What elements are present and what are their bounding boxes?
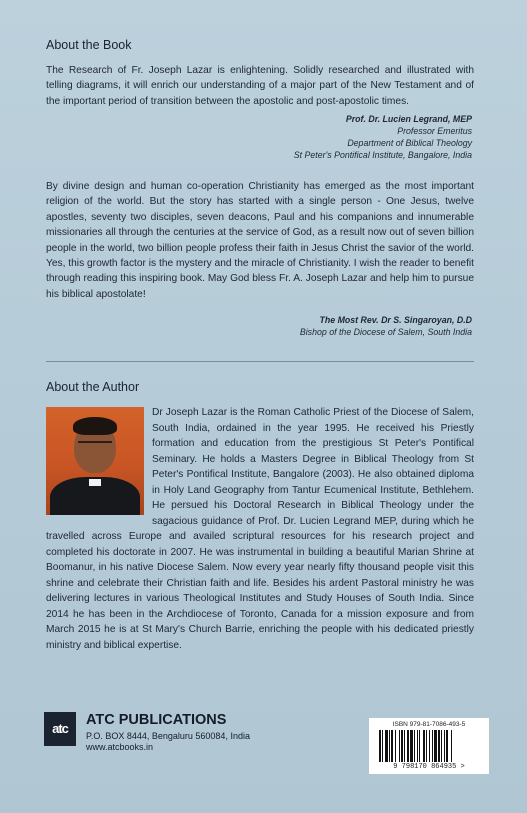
endorser-department: Department of Biblical Theology (347, 138, 472, 148)
publisher-block (44, 712, 294, 762)
about-book-paragraph-2: By divine design and human co-operation Christianity has emerged as the most important religion of the world. But the story has started with a single person - One Jesus, twelve apostles, seventy two disciples, seven deacons, Paul and his companions and innumerable missionaries all through the centuries at the service of God, as a result now out of seven billion people in the world, two billion people profess their faith in Jesus Christ the savior of the world. Yes, this growth factor is the mystery and the miracle of Christianity. I wish the reader to benefit through reading this inspiring book. May God bless Fr. A. Joseph Lazar and help him to pursue his biblical apostolate! (46, 181, 474, 300)
publisher-website: www.atcbooks.in (86, 742, 154, 752)
endorser-institute: St Peter's Pontifical Institute, Bangalore, India (293, 150, 472, 160)
endorser-name: Prof. Dr. Lucien Legrand, MEP (345, 114, 472, 124)
author-bio: Dr Joseph Lazar is the Roman Catholic Priest of the Diocese of Salem, South India, ordained in the year 1995. He received his Priestly formation and education from the prestigious St Peter's Pontifical Seminary. He holds a Masters Degree in Biblical Theology from St Peter's Pontifical Institute, Bangalore (2003). He also obtained diploma in Holy Land Geography from Tantur Ecumenical Institute, Bethlehem. He persued his Doctoral Research in Biblical Theology under the sagacious guidance of Prof. Dr. Lucien Legrand MEP, during which he travelled across Europe and availed scriptural resources for his research project and completed his doctorate in 2007. He was instrumental in building a beautiful Marian Shrine at Boomanur, in his native Diocese Salem. Now every year nearly fifty thousand people visit this shrine and celebrate their Christian faith and life. Besides his ardent Pastoral ministry he was delivering lectures in various Theological Institutes and Study Houses of South India. Since 2014 he has been in the Archdiocese of Toronto, Canada for a mission exposure and from March 2015 he is at St Mary's Church Barrie, enriching the people with his dedicated priestly ministry and biblical expertise. (46, 407, 474, 651)
publisher-name: ATC PUBLICATIONS (86, 712, 227, 728)
isbn-barcode (369, 718, 489, 774)
publisher-address: P.O. BOX 8444, Bengaluru 560084, India (86, 731, 250, 741)
about-author-heading: About the Author (46, 380, 140, 394)
endorser-title: Bishop of the Diocese of Salem, South India (299, 327, 472, 337)
section-divider (46, 361, 474, 362)
barcode-digits: 9 798170 864935 > (393, 763, 465, 771)
publisher-logo: atc (44, 712, 76, 746)
endorsement-signature-2 (300, 314, 472, 338)
endorser-name: The Most Rev. Dr S. Singaroyan, D.D (319, 315, 472, 325)
about-author-block (46, 405, 474, 653)
about-book-paragraph-1: The Research of Fr. Joseph Lazar is enlightening. Solidly researched and illustrated with telling diagrams, it will enrich our understanding of a major part of the New Testament and of the important period of transition between the apostolic and post-apostolic times. (46, 65, 474, 107)
author-photo (46, 407, 144, 515)
endorsement-signature-1 (294, 113, 472, 161)
endorser-title: Professor Emeritus (397, 126, 472, 136)
isbn-label: ISBN 979-81-7086-493-5 (392, 721, 466, 728)
about-book-heading: About the Book (46, 38, 132, 52)
barcode-bars (379, 730, 479, 762)
